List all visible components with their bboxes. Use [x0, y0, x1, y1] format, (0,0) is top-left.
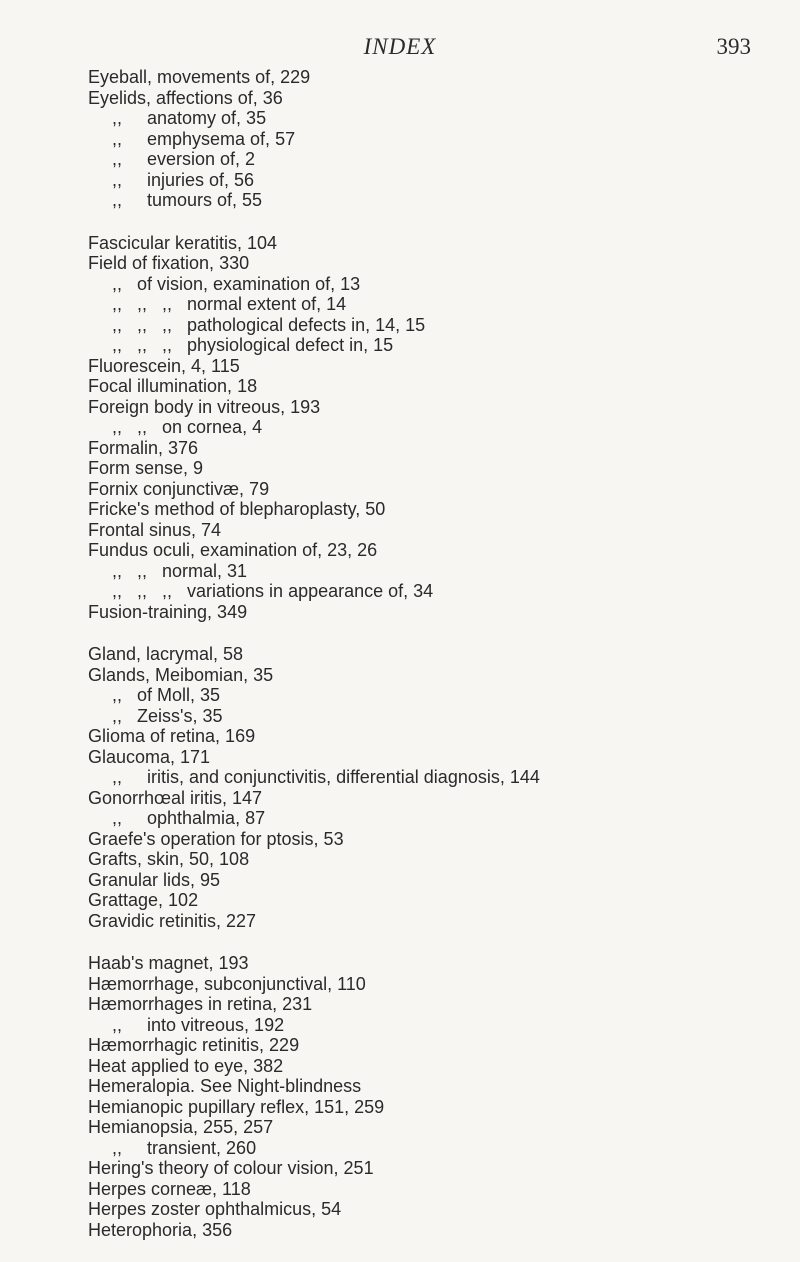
index-entry: ,, ,, ,, variations in appearance of, 34 [112, 581, 434, 601]
index-entry: Hemeralopia. See Night-blindness [88, 1076, 362, 1096]
page-number: 393 [716, 34, 751, 59]
index-entry: Formalin, 376 [88, 437, 199, 458]
index-entry: ,, iritis, and conjunctivitis, differential diagnosis, 144 [112, 767, 540, 787]
index-entry: ,, ,, ,, physiological defect in, 15 [112, 335, 394, 355]
index-entry: Grafts, skin, 50, 108 [88, 849, 250, 869]
index-entry: Granular lids, 95 [88, 869, 221, 890]
index-entry: ,, transient, 260 [112, 1137, 257, 1158]
index-entry: ,, ,, normal, 31 [112, 560, 248, 581]
index-entry: Graefe's operation for ptosis, 53 [88, 828, 344, 849]
index-entry: Heat applied to eye, 382 [88, 1055, 284, 1076]
index-entry: ,, injuries of, 56 [112, 169, 255, 190]
index-entry: Herpes zoster ophthalmicus, 54 [88, 1199, 342, 1219]
index-entry: Glioma of retina, 169 [88, 726, 256, 746]
index-entry: Focal illumination, 18 [88, 376, 258, 396]
page-title: INDEX [363, 34, 437, 59]
index-entry: Hering's theory of colour vision, 251 [88, 1158, 374, 1178]
index-group-g [88, 644, 788, 931]
index-entry: Glands, Meibomian, 35 [88, 664, 274, 685]
index-group-e [88, 67, 788, 211]
index-entry: ,, of vision, examination of, 13 [112, 273, 361, 294]
index-entry: Fusion-training, 349 [88, 601, 248, 622]
index-entry: Gonorrhœal iritis, 147 [88, 787, 263, 808]
index-entry: Form sense, 9 [88, 458, 204, 478]
index-entry: Gravidic retinitis, 227 [88, 910, 257, 931]
index-entry: Fricke's method of blepharoplasty, 50 [88, 499, 386, 519]
index-entry: Fascicular keratitis, 104 [88, 232, 278, 253]
index-entry: ,, ,, ,, normal extent of, 14 [112, 294, 347, 314]
index-entry: Fluorescein, 4, 115 [88, 355, 240, 376]
index-entry: Herpes corneæ, 118 [88, 1178, 251, 1199]
index-entry: ,, ,, on cornea, 4 [112, 417, 263, 437]
index-entry: Haab's magnet, 193 [88, 953, 249, 973]
index-entry: ,, eversion of, 2 [112, 149, 256, 169]
index-entry: ,, into vitreous, 192 [112, 1014, 285, 1035]
index-entry: ,, ,, ,, pathological defects in, 14, 15 [112, 314, 426, 335]
index-entry: ,, emphysema of, 57 [112, 128, 296, 149]
index-entry: Hemianopic pupillary reflex, 151, 259 [88, 1096, 385, 1117]
index-entry: Field of fixation, 330 [88, 253, 250, 273]
index-entry: Glaucoma, 171 [88, 746, 211, 767]
index-group-f [88, 233, 788, 623]
index-entry: Eyeball, movements of, 229 [88, 67, 311, 87]
index-entry: ,, Zeiss's, 35 [112, 705, 223, 726]
index-entry: ,, tumours of, 55 [112, 190, 263, 210]
index-entry: Heterophoria, 356 [88, 1219, 233, 1240]
index-entry: Frontal sinus, 74 [88, 519, 222, 540]
index-entry: Hæmorrhagic retinitis, 229 [88, 1035, 300, 1055]
index-entry: ,, ophthalmia, 87 [112, 808, 266, 828]
index-entry: Fornix conjunctivæ, 79 [88, 478, 270, 499]
index-entry: Hæmorrhage, subconjunctival, 110 [88, 973, 366, 994]
index-entry: ,, of Moll, 35 [112, 685, 221, 705]
index-list [88, 67, 788, 1262]
index-entry: Hemianopsia, 255, 257 [88, 1117, 274, 1137]
index-entry: Foreign body in vitreous, 193 [88, 396, 321, 417]
index-entry: Fundus oculi, examination of, 23, 26 [88, 540, 378, 560]
index-group-h [88, 953, 788, 1240]
index-entry: Hæmorrhages in retina, 231 [88, 994, 313, 1014]
index-entry: Eyelids, affections of, 36 [88, 87, 283, 108]
index-entry: ,, anatomy of, 35 [112, 108, 267, 128]
index-entry: Gland, lacrymal, 58 [88, 644, 244, 664]
index-entry: Grattage, 102 [88, 890, 199, 910]
